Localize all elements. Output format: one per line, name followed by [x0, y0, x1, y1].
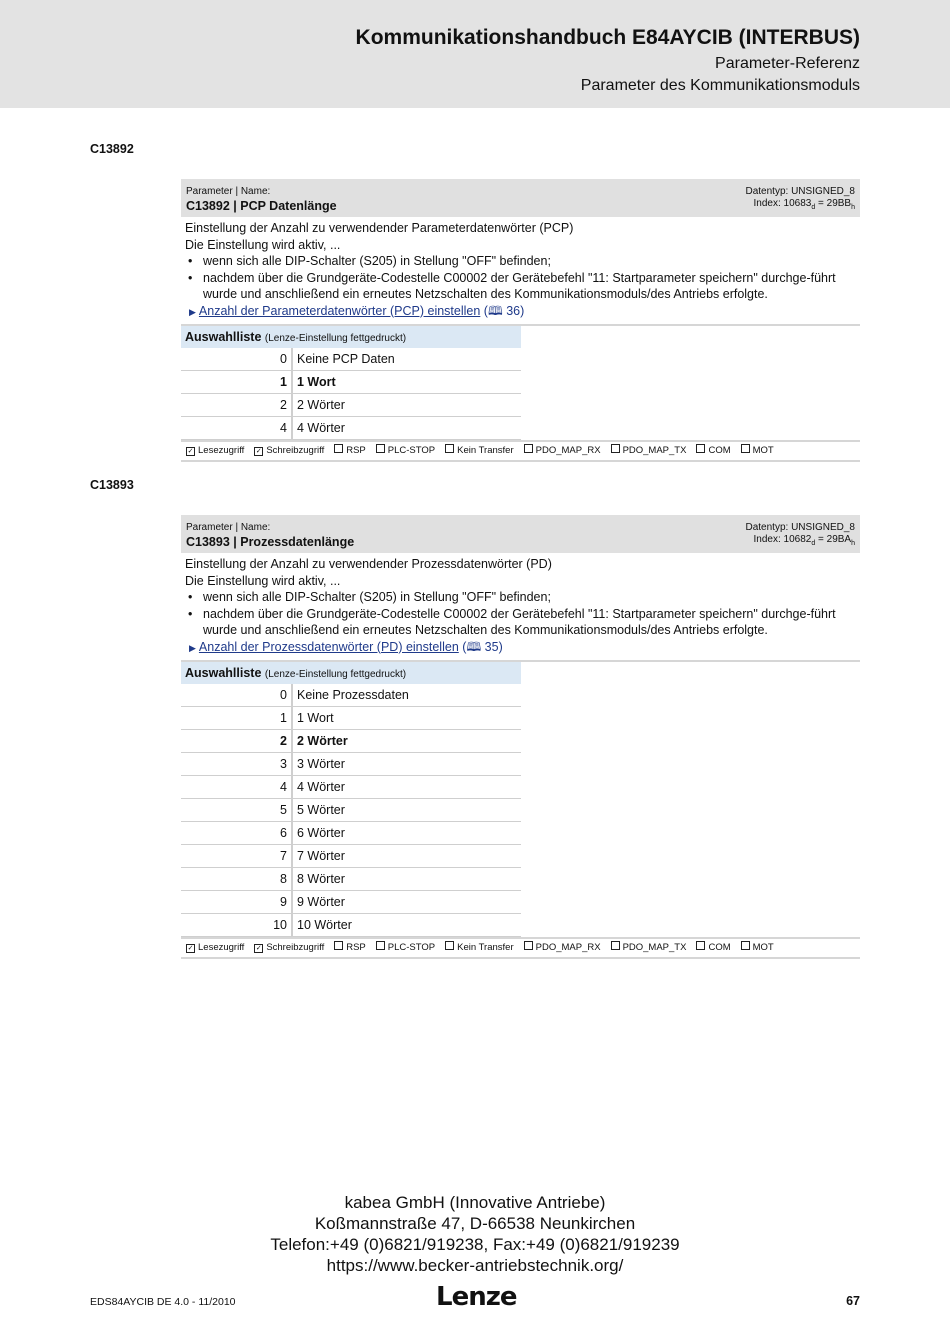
selection-list-header: Auswahlliste (Lenze-Einstellung fettgedruckt) — [181, 326, 521, 348]
list-item: • wenn sich alle DIP-Schalter (S205) in Stellung "OFF" befinden; — [185, 253, 856, 270]
condition-list — [185, 253, 856, 303]
selection-option-row — [181, 868, 521, 891]
access-flag — [254, 939, 324, 957]
parameter-section-c13892 — [181, 179, 860, 462]
selection-list-header: Auswahlliste (Lenze-Einstellung fettgedruckt) — [181, 662, 521, 684]
selection-option-row — [181, 730, 521, 753]
selection-option-row — [181, 799, 521, 822]
page-number: 67 — [846, 1294, 860, 1308]
list-item: • wenn sich alle DIP-Schalter (S205) in Stellung "OFF" befinden; — [185, 589, 856, 606]
contact-block — [0, 1192, 950, 1276]
reference-page[interactable]: 35 — [484, 639, 499, 654]
selection-option-row — [181, 891, 521, 914]
cross-reference: ▶ Anzahl der Prozessdatenwörter (PD) einstellen (🕮 35) — [189, 639, 503, 654]
option-label: 6 Wörter — [297, 826, 345, 840]
selection-option-row — [181, 684, 521, 707]
option-value: 5 — [181, 799, 293, 821]
document-subtitle: Parameter-Referenz — [715, 55, 860, 72]
reference-page[interactable]: 36 — [506, 303, 521, 318]
option-label: Keine Prozessdaten — [297, 688, 409, 702]
checked-box-icon: ✓ — [255, 945, 262, 952]
access-flags — [181, 440, 860, 462]
access-flag — [524, 939, 601, 957]
parameter-name-label: Parameter | Name: — [186, 522, 271, 533]
unchecked-box-icon — [696, 941, 705, 950]
option-label: 10 Wörter — [297, 918, 352, 932]
book-icon: 🕮 — [466, 639, 482, 654]
unchecked-box-icon — [741, 444, 750, 453]
unchecked-box-icon — [741, 941, 750, 950]
parameter-header — [181, 515, 860, 553]
access-flag-label: PDO_MAP_TX — [622, 942, 687, 953]
option-value: 6 — [181, 822, 293, 844]
access-flag — [741, 442, 774, 460]
access-flag-label: Lesezugriff — [198, 942, 245, 953]
access-flag — [254, 442, 324, 460]
selection-option-row — [181, 348, 521, 371]
book-icon: 🕮 — [487, 303, 503, 318]
access-flag-label: Lesezugriff — [198, 445, 245, 456]
option-label: 4 Wörter — [297, 780, 345, 794]
description-line: Die Einstellung wird aktiv, ... — [185, 573, 341, 588]
datatype: Datentyp: UNSIGNED_8 — [745, 522, 855, 533]
parameter-title: C13893 | Prozessdatenlänge — [186, 535, 355, 549]
selection-option-row — [181, 707, 521, 730]
selection-list — [181, 324, 860, 440]
description-line: Einstellung der Anzahl zu verwendender Parameterdatenwörter (PCP) — [185, 221, 574, 235]
option-value: 4 — [181, 776, 293, 798]
parameter-header — [181, 179, 860, 217]
option-value: 0 — [181, 348, 293, 370]
access-flag-label: Schreibzugriff — [266, 942, 325, 953]
checked-box-icon: ✓ — [255, 448, 262, 455]
document-title: Kommunikationshandbuch E84AYCIB (INTERBUS) — [355, 26, 860, 49]
access-flag-label: PLC-STOP — [387, 445, 436, 456]
option-value: 3 — [181, 753, 293, 775]
contact-url[interactable]: https://www.becker-antriebstechnik.org/ — [326, 1256, 624, 1275]
unchecked-box-icon — [445, 941, 454, 950]
access-flag — [334, 442, 366, 460]
unchecked-box-icon — [611, 444, 620, 453]
contact-company: kabea GmbH (Innovative Antriebe) — [344, 1193, 606, 1212]
unchecked-box-icon — [334, 444, 343, 453]
contact-phone: Telefon:+49 (0)6821/919238, Fax:+49 (0)6821/919239 — [270, 1235, 680, 1254]
datatype: Datentyp: UNSIGNED_8 — [745, 186, 855, 197]
access-flag-label: COM — [708, 445, 731, 456]
unchecked-box-icon — [524, 444, 533, 453]
selection-option-row — [181, 776, 521, 799]
parameter-title: C13892 | PCP Datenlänge — [186, 199, 337, 213]
access-flags — [181, 937, 860, 959]
option-label: 7 Wörter — [297, 849, 345, 863]
option-label: 9 Wörter — [297, 895, 345, 909]
access-flag-label: PDO_MAP_RX — [535, 445, 601, 456]
contact-address: Koßmannstraße 47, D-66538 Neunkirchen — [314, 1214, 636, 1233]
arrow-right-icon: ▶ — [189, 306, 196, 317]
selection-option-row — [181, 914, 521, 937]
unchecked-box-icon — [376, 444, 385, 453]
option-value: 0 — [181, 684, 293, 706]
access-flag — [696, 442, 730, 460]
option-label: 1 Wort — [297, 375, 336, 389]
option-label: 1 Wort — [297, 711, 334, 725]
parameter-description — [181, 217, 860, 320]
unchecked-box-icon — [696, 444, 705, 453]
reference-link[interactable]: Anzahl der Parameterdatenwörter (PCP) einstellen — [198, 303, 481, 318]
checked-box-icon: ✓ — [187, 945, 194, 952]
access-flag — [186, 939, 244, 957]
selection-option-row — [181, 394, 521, 417]
cross-reference: ▶ Anzahl der Parameterdatenwörter (PCP) einstellen (🕮 36) — [189, 303, 525, 318]
option-value: 9 — [181, 891, 293, 913]
option-label: 5 Wörter — [297, 803, 345, 817]
access-flag-label: MOT — [752, 445, 774, 456]
condition-list — [185, 589, 856, 639]
access-flag — [445, 939, 514, 957]
document-id: EDS84AYCIB DE 4.0 - 11/2010 — [90, 1296, 236, 1308]
access-flag — [611, 442, 687, 460]
access-flag — [611, 939, 687, 957]
option-value: 7 — [181, 845, 293, 867]
unchecked-box-icon — [376, 941, 385, 950]
parameter-section-c13893 — [181, 515, 860, 959]
unchecked-box-icon — [445, 444, 454, 453]
option-value: 1 — [181, 371, 293, 393]
option-value: 8 — [181, 868, 293, 890]
checked-box-icon: ✓ — [187, 448, 194, 455]
access-flag-label: PDO_MAP_RX — [535, 942, 601, 953]
document-section-title: Parameter des Kommunikationsmoduls — [580, 77, 860, 94]
code-label-c13893: C13893 — [90, 478, 134, 492]
selection-list — [181, 660, 860, 937]
access-flag-label: RSP — [346, 942, 366, 953]
unchecked-box-icon — [334, 941, 343, 950]
unchecked-box-icon — [611, 941, 620, 950]
access-flag-label: MOT — [752, 942, 774, 953]
code-label-c13892: C13892 — [90, 142, 134, 156]
access-flag-label: RSP — [346, 445, 366, 456]
access-flag-label: PDO_MAP_TX — [622, 445, 687, 456]
reference-link[interactable]: Anzahl der Prozessdatenwörter (PD) einstellen — [198, 639, 459, 654]
description-line: Einstellung der Anzahl zu verwendender Prozessdatenwörter (PD) — [185, 557, 552, 571]
option-label: 2 Wörter — [297, 734, 348, 748]
option-label: 3 Wörter — [297, 757, 345, 771]
index: Index: $10683_d = 29BB_h$ — [753, 198, 855, 211]
parameter-description — [181, 553, 860, 656]
access-flag — [376, 939, 435, 957]
selection-option-row — [181, 753, 521, 776]
access-flag — [741, 939, 774, 957]
access-flag — [445, 442, 514, 460]
arrow-right-icon: ▶ — [189, 642, 196, 653]
description-line: Die Einstellung wird aktiv, ... — [185, 237, 341, 252]
option-label: 8 Wörter — [297, 872, 345, 886]
option-value: 1 — [181, 707, 293, 729]
option-value: 10 — [181, 914, 293, 936]
list-item: • nachdem über die Grundgeräte-Codestelle C00002 der Gerätebefehl "11: Startparameter speichern" durchge-führt wurde und anschließend ein erneutes Netzschalten des Kommunikationsmoduls/des Antriebs erfolgte. — [185, 270, 856, 303]
option-label: 2 Wörter — [297, 398, 345, 412]
access-flag-label: PLC-STOP — [387, 942, 436, 953]
selection-option-row — [181, 845, 521, 868]
list-item: • nachdem über die Grundgeräte-Codestelle C00002 der Gerätebefehl "11: Startparameter speichern" durchge-führt wurde und anschließend ein erneutes Netzschalten des Kommunikationsmoduls/des Antriebs erfolgte. — [185, 606, 856, 639]
option-value: 4 — [181, 417, 293, 439]
selection-option-row — [181, 371, 521, 394]
access-flag — [186, 442, 244, 460]
option-value: 2 — [181, 394, 293, 416]
access-flag-label: Schreibzugriff — [266, 445, 325, 456]
option-label: 4 Wörter — [297, 421, 345, 435]
option-label: Keine PCP Daten — [297, 352, 395, 366]
unchecked-box-icon — [524, 941, 533, 950]
access-flag — [524, 442, 601, 460]
access-flag-label: Kein Transfer — [457, 445, 514, 456]
access-flag-label: COM — [708, 942, 731, 953]
access-flag — [696, 939, 730, 957]
access-flag — [334, 939, 366, 957]
option-value: 2 — [181, 730, 293, 752]
index: Index: $10682_d = 29BA_h$ — [753, 534, 855, 547]
parameter-name-label: Parameter | Name: — [186, 186, 271, 197]
access-flag — [376, 442, 435, 460]
page-header — [0, 0, 950, 108]
access-flag-label: Kein Transfer — [457, 942, 514, 953]
selection-option-row — [181, 822, 521, 845]
selection-option-row — [181, 417, 521, 440]
lenze-logo: Lenze — [436, 1282, 517, 1312]
